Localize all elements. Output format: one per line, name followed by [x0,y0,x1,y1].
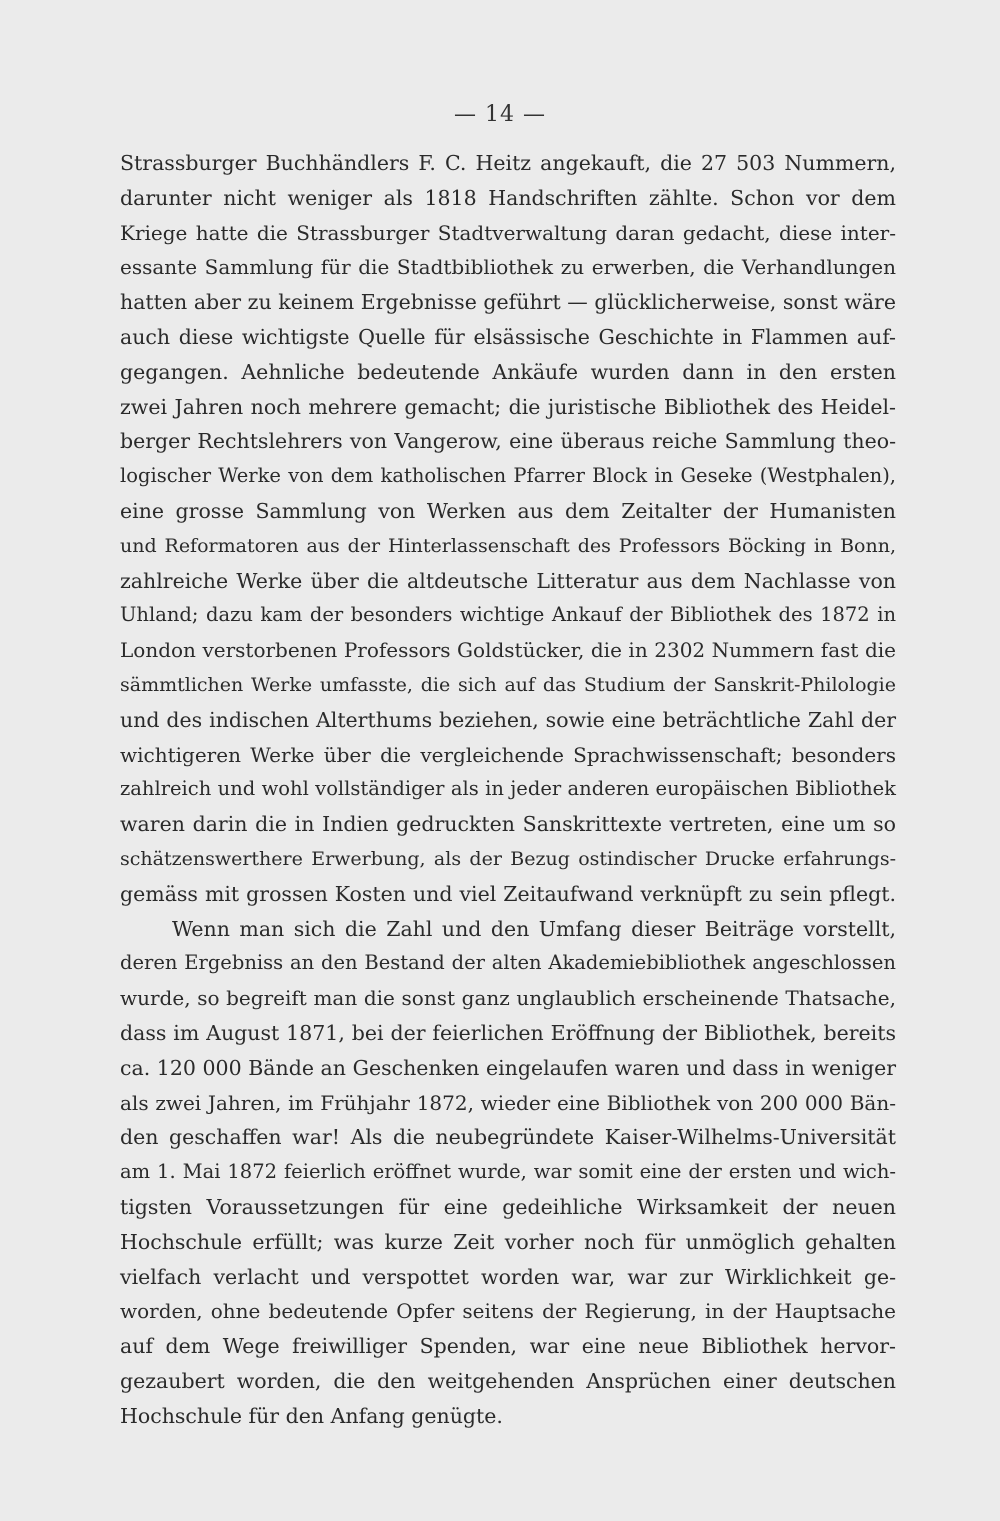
text-line: Uhland; dazu kam der besonders wichtige Ankauf der Bibliothek des 1872 in [120,603,896,627]
text-line: sämmtlichen Werke umfasste, die sich auf das Studium der Sanskrit-Philologie [120,673,896,696]
text-line: worden, ohne bedeutende Opfer seitens der Regierung, in der Hauptsache [120,1299,896,1324]
text-line: zahlreiche Werke über die altdeutsche Litteratur aus dem Nachlasse von [120,568,896,593]
body-text [120,146,896,1433]
text-line: wurde, so begreift man die sonst ganz unglaublich erscheinende Thatsache, [120,986,896,1011]
text-line: zahlreich und wohl vollständiger als in jeder anderen europäischen Bibliothek [120,777,896,801]
text-line: gezaubert worden, die den weitgehenden Ansprüchen einer deutschen [120,1368,896,1393]
text-line: waren darin die in Indien gedruckten Sanskrittexte vertreten, eine um so [120,812,896,837]
text-line: ca. 120 000 Bände an Geschenken eingelaufen waren und dass in weniger [120,1055,896,1080]
text-line: als zwei Jahren, im Frühjahr 1872, wieder eine Bibliothek von 200 000 Bän- [120,1090,896,1115]
text-line: essante Sammlung für die Stadtbibliothek zu erwerben, die Verhandlungen [120,255,896,280]
text-line: berger Rechtslehrers von Vangerow, eine überaus reiche Sammlung theo- [120,429,896,454]
text-line: wichtigeren Werke über die vergleichende Sprachwissenschaft; besonders [120,742,896,767]
text-line: Kriege hatte die Strassburger Stadtverwaltung daran gedacht, diese inter- [120,220,896,245]
text-line: deren Ergebniss an den Bestand der alten Akademiebibliothek angeschlossen [120,951,896,975]
text-line: Wenn man sich die Zahl und den Umfang dieser Beiträge vorstellt, [172,916,896,941]
text-line: schätzenswerthere Erwerbung, als der Bezug ostindischer Drucke erfahrungs- [120,847,896,870]
text-line: Hochschule für den Anfang genügte. [120,1403,503,1428]
text-line: logischer Werke von dem katholischen Pfarrer Block in Geseke (Westphalen), [120,464,896,488]
text-line: dass im August 1871, bei der feierlichen Eröffnung der Bibliothek, bereits [120,1020,896,1045]
text-line: am 1. Mai 1872 feierlich eröffnet wurde, war somit eine der ersten und wich- [120,1160,896,1184]
text-line: gegangen. Aehnliche bedeutende Ankäufe wurden dann in den ersten [120,359,896,384]
text-line: den geschaffen war! Als die neubegründete Kaiser-Wilhelms-Universität [120,1125,896,1150]
text-line: London verstorbenen Professors Goldstücker, die in 2302 Nummern fast die [120,638,896,663]
text-line: und des indischen Alterthums beziehen, sowie eine beträchtliche Zahl der [120,707,896,732]
text-line: zwei Jahren noch mehrere gemacht; die juristische Bibliothek des Heidel- [120,394,896,419]
text-line: gemäss mit grossen Kosten und viel Zeitaufwand verknüpft zu sein pflegt. [120,881,896,906]
text-line: auch diese wichtigste Quelle für elsässische Geschichte in Flammen auf- [120,324,896,349]
text-line: eine grosse Sammlung von Werken aus dem Zeitalter der Humanisten [120,498,896,523]
text-line: Hochschule erfüllt; was kurze Zeit vorher noch für unmöglich gehalten [120,1229,896,1254]
text-line: und Reformatoren aus der Hinterlassenschaft des Professors Böcking in Bonn, [120,534,896,557]
text-line: vielfach verlacht und verspottet worden war, war zur Wirklichkeit ge- [120,1264,896,1289]
page-number: — 14 — [454,102,546,127]
text-line: Strassburger Buchhändlers F. C. Heitz angekauft, die 27 503 Nummern, [120,151,896,175]
text-line: darunter nicht weniger als 1818 Handschriften zählte. Schon vor dem [120,185,896,210]
text-line: hatten aber zu keinem Ergebnisse geführt — glücklicherweise, sonst wäre [120,290,896,315]
text-line: auf dem Wege freiwilliger Spenden, war eine neue Bibliothek hervor- [120,1334,896,1359]
text-line: tigsten Voraussetzungen für eine gedeihliche Wirksamkeit der neuen [120,1194,896,1219]
